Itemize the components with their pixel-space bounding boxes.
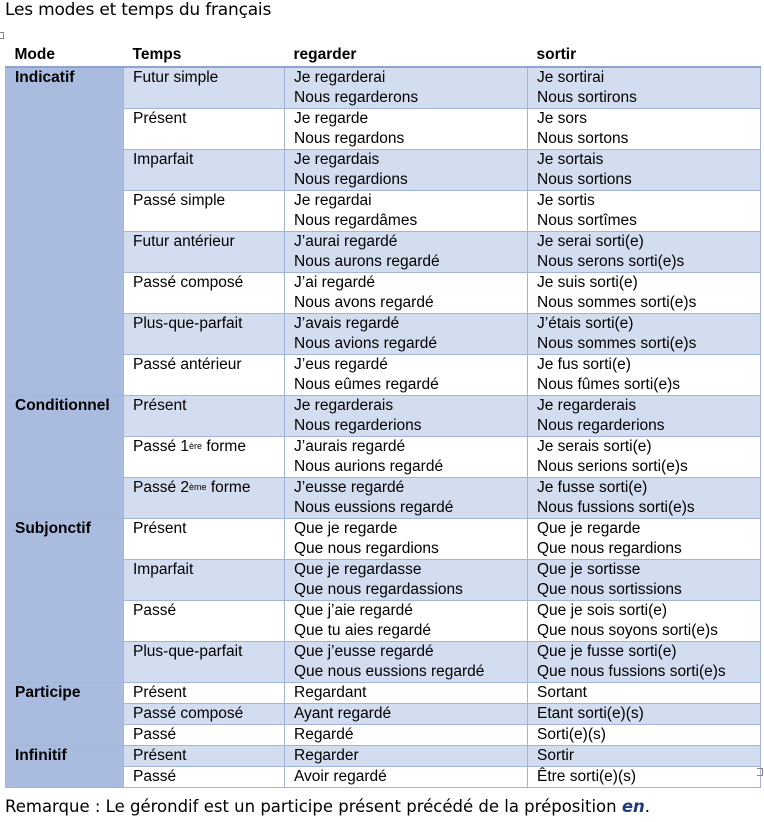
temps-label: Présent [133,747,187,764]
conjugation-form: Nous avons regardé [294,294,434,311]
conjugation-form: Que j’aie regardé [294,602,413,619]
table-row [6,683,761,704]
temps-cell [124,232,285,273]
sortir-cell [528,746,761,767]
conjugation-form: Etant sorti(e)(s) [537,705,644,722]
sortir-cell [528,150,761,191]
conjugation-form: Nous serions sorti(e)s [537,458,688,475]
conjugation-form: Je fus sorti(e) [537,356,631,373]
header-row [6,44,761,67]
temps-label: Futur simple [133,69,219,86]
conjugation-form: Que je fusse sorti(e) [537,643,677,660]
conjugation-form: Regarder [294,747,359,764]
temps-cell [124,355,285,396]
conjugation-form: Je regarde [294,110,369,127]
conjugation-form: Que j’eusse regardé [294,643,434,660]
temps-suffix: forme [202,438,246,455]
sortir-cell [528,191,761,232]
sortir-cell [528,396,761,437]
temps-cell [124,273,285,314]
regarder-cell [285,767,528,788]
conjugation-form: J’ai regardé [294,274,375,291]
remark-emphasis: en [621,797,645,816]
conjugation-form: Nous regarderons [294,89,419,106]
conjugation-form: Que nous regardions [537,540,682,557]
mode-cell: Participe [6,683,124,746]
conjugation-form: Que nous sortissions [537,581,682,598]
conjugation-form: Nous sommes sorti(e)s [537,294,697,311]
regarder-cell [285,67,528,109]
conjugation-form: Nous sommes sorti(e)s [537,335,697,352]
temps-label: Passé antérieur [133,356,242,373]
sortir-cell [528,314,761,355]
temps-label: Présent [133,684,187,701]
regarder-cell [285,704,528,725]
temps-cell [124,560,285,601]
conjugation-form: Avoir regardé [294,768,387,785]
conjugation-form: Que je regarde [294,520,398,537]
temps-cell [124,601,285,642]
conjugation-form: Nous regardons [294,130,405,147]
conjugation-form: J’aurais regardé [294,438,406,455]
temps-label: Passé composé [133,274,244,291]
regarder-cell [285,478,528,519]
conjugation-form: Que nous soyons sorti(e)s [537,622,718,639]
temps-cell [124,109,285,150]
sortir-cell [528,601,761,642]
conjugation-form: Je fusse sorti(e) [537,479,648,496]
conjugation-form: Que je regarde [537,520,641,537]
temps-label: Passé [133,726,177,743]
temps-cell [124,642,285,683]
conjugation-form: J’avais regardé [294,315,400,332]
conjugation-form: Nous serons sorti(e)s [537,253,685,270]
conjugation-form: Je regarderais [537,397,637,414]
table-row [6,519,761,560]
regarder-cell [285,355,528,396]
conjugation-form: Nous aurions regardé [294,458,444,475]
table-resize-handle[interactable] [757,768,763,776]
conjugation-form: Je sortis [537,192,595,209]
conjugation-form: Sorti(e)(s) [537,726,606,743]
conjugation-form: J’aurai regardé [294,233,398,250]
regarder-cell [285,109,528,150]
conjugation-form: Regardant [294,684,367,701]
temps-label: Futur antérieur [133,233,235,250]
conjugation-form: Que je sortisse [537,561,641,578]
temps-label: Passé [133,602,177,619]
temps-cell [124,67,285,109]
temps-label: Passé simple [133,192,226,209]
conjugation-form: Que je regardasse [294,561,422,578]
remark-end: . [644,797,651,816]
temps-label: Plus-que-parfait [133,315,243,332]
regarder-cell [285,437,528,478]
regarder-cell [285,150,528,191]
conjugation-form: Nous aurons regardé [294,253,440,270]
temps-label: Imparfait [133,151,194,168]
conjugation-form: Je regarderais [294,397,394,414]
conjugation-form: Nous sortions [537,171,632,188]
conjugation-form: Nous fussions sorti(e)s [537,499,695,516]
conjugation-form: Je regardais [294,151,380,168]
header-mode: Mode [6,44,124,67]
conjugation-form: Nous fûmes sorti(e)s [537,376,680,393]
sortir-cell [528,355,761,396]
conjugation-form: Je regardai [294,192,372,209]
temps-label: Présent [133,520,187,537]
conjugation-form: Que tu aies regardé [294,622,432,639]
temps-cell [124,767,285,788]
temps-cell [124,396,285,437]
conjugation-form: Nous sortîmes [537,212,637,229]
regarder-cell [285,232,528,273]
conjugation-form: Sortir [537,747,575,764]
sortir-cell [528,232,761,273]
temps-cell [124,746,285,767]
mode-cell: Indicatif [6,67,124,396]
table-anchor-icon[interactable] [0,32,4,39]
conjugation-form: Nous sortons [537,130,629,147]
sortir-cell [528,767,761,788]
conjugation-form: Que nous regardions [294,540,439,557]
conjugation-form: Je regarderai [294,69,386,86]
temps-label: Passé composé [133,705,244,722]
conjugation-form: Nous regarderions [537,417,665,434]
sortir-cell [528,67,761,109]
temps-cell [124,191,285,232]
conjugation-form: Nous regarderions [294,417,422,434]
sortir-cell [528,109,761,150]
temps-label: Passé 1 [133,438,190,455]
table-body [6,67,761,788]
conjugation-form: J’eusse regardé [294,479,405,496]
regarder-cell [285,560,528,601]
regarder-cell [285,314,528,355]
mode-cell: Subjonctif [6,519,124,683]
mode-cell: Infinitif [6,746,124,788]
temps-label: Présent [133,397,187,414]
table-row [6,396,761,437]
regarder-cell [285,396,528,437]
conjugation-form: Que nous regardassions [294,581,463,598]
regarder-cell [285,725,528,746]
sortir-cell [528,704,761,725]
conjugation-form: Nous eussions regardé [294,499,454,516]
temps-superscript: ère [189,441,203,451]
conjugation-form: Je sortais [537,151,604,168]
regarder-cell [285,273,528,314]
temps-label: Présent [133,110,187,127]
conjugation-form: Je sortirai [537,69,605,86]
conjugation-form: Je serai sorti(e) [537,233,644,250]
conjugation-form: Je suis sorti(e) [537,274,638,291]
conjugation-form: Regardé [294,726,354,743]
conjugation-form: J’eus regardé [294,356,388,373]
header-temps: Temps [124,44,285,67]
sortir-cell [528,683,761,704]
conjugation-form: Que nous eussions regardé [294,663,485,680]
sortir-cell [528,437,761,478]
temps-label: Passé [133,768,177,785]
temps-cell [124,725,285,746]
temps-cell [124,683,285,704]
temps-label: Plus-que-parfait [133,643,243,660]
regarder-cell [285,642,528,683]
temps-label: Passé 2 [133,479,190,496]
conjugation-form: Que nous fussions sorti(e)s [537,663,726,680]
remark-note [5,797,650,816]
conjugation-table [5,44,761,788]
conjugation-form: Nous avions regardé [294,335,438,352]
temps-suffix: forme [206,479,251,496]
temps-cell [124,478,285,519]
sortir-cell [528,519,761,560]
conjugation-form: Que je sois sorti(e) [537,602,668,619]
conjugation-form: J’étais sorti(e) [537,315,634,332]
sortir-cell [528,642,761,683]
regarder-cell [285,746,528,767]
conjugation-form: Je sors [537,110,587,127]
temps-label: Imparfait [133,561,194,578]
conjugation-form: Ayant regardé [294,705,392,722]
regarder-cell [285,601,528,642]
table-row [6,67,761,109]
temps-cell [124,314,285,355]
mode-cell: Conditionnel [6,396,124,519]
sortir-cell [528,560,761,601]
temps-cell [124,437,285,478]
table-row [6,746,761,767]
regarder-cell [285,683,528,704]
header-verb2: sortir [528,44,761,67]
conjugation-form: Nous eûmes regardé [294,376,439,393]
temps-cell [124,150,285,191]
conjugation-form: Être sorti(e)(s) [537,768,637,785]
conjugation-form: Nous regardâmes [294,212,418,229]
sortir-cell [528,725,761,746]
regarder-cell [285,191,528,232]
temps-superscript: ème [189,482,207,492]
remark-text: Remarque : Le gérondif est un participe présent précédé de la préposition [5,797,622,816]
conjugation-form: Nous regardions [294,171,408,188]
sortir-cell [528,478,761,519]
regarder-cell [285,519,528,560]
header-verb1: regarder [285,44,528,67]
page-title: Les modes et temps du français [5,0,272,20]
conjugation-form: Sortant [537,684,587,701]
sortir-cell [528,273,761,314]
conjugation-form: Je serais sorti(e) [537,438,652,455]
temps-cell [124,519,285,560]
conjugation-form: Nous sortirons [537,89,637,106]
temps-cell [124,704,285,725]
